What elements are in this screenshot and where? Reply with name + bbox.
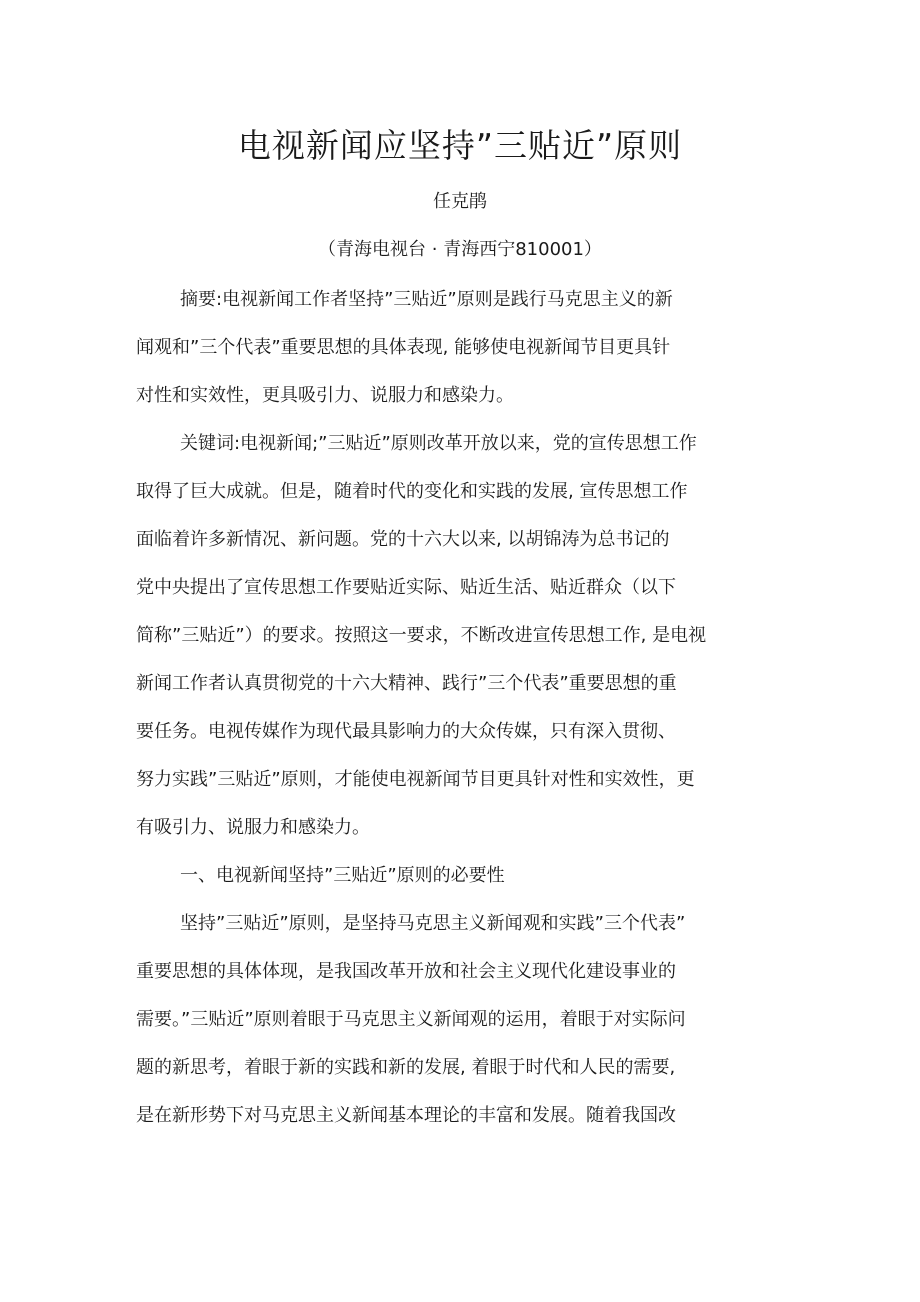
section-line-3: 需要。”三贴近”原则着眼于马克思主义新闻观的运用，着眼于对实际问 [136, 1009, 686, 1030]
body-line-8: 努力实践”三贴近”原则，才能使电视新闻节目更具针对性和实效性，更 [136, 769, 695, 790]
body-line-2: 取得了巨大成就。但是，随着时代的变化和实践的发展, 宣传思想工作 [136, 481, 688, 502]
body-line-4: 党中央提出了宣传思想工作要贴近实际、贴近生活、贴近群众（以下 [136, 577, 676, 598]
author-name: 任克鹃 [433, 191, 487, 212]
section-line-5: 是在新形势下对马克思主义新闻基本理论的丰富和发展。随着我国改 [136, 1105, 676, 1126]
body-line-3: 面临着许多新情况、新问题。党的十六大以来, 以胡锦涛为总书记的 [136, 529, 670, 550]
author-affiliation: （青海电视台 · 青海西宁810001） [318, 239, 602, 260]
abstract-line-2: 闻观和”三个代表”重要思想的具体表现, 能够使电视新闻节目更具针 [136, 337, 671, 358]
section-line-2: 重要思想的具体体现，是我国改革开放和社会主义现代化建设事业的 [136, 961, 676, 982]
keywords-line-1: 关键词:电视新闻;”三贴近”原则改革开放以来，党的宣传思想工作 [180, 433, 697, 454]
section-line-4: 题的新思考，着眼于新的实践和新的发展, 着眼于时代和人民的需要, [136, 1057, 676, 1078]
section-heading: 一、电视新闻坚持”三贴近”原则的必要性 [180, 865, 505, 886]
section-line-1: 坚持”三贴近”原则，是坚持马克思主义新闻观和实践”三个代表” [180, 913, 686, 934]
body-line-5: 简称”三贴近”）的要求。按照这一要求，不断改进宣传思想工作, 是电视 [136, 625, 707, 646]
abstract-line-3: 对性和实效性，更具吸引力、说服力和感染力。 [136, 385, 514, 406]
body-line-9: 有吸引力、说服力和感染力。 [136, 817, 370, 838]
body-line-6: 新闻工作者认真贯彻党的十六大精神、践行”三个代表”重要思想的重 [136, 673, 677, 694]
abstract-line-1: 摘要:电视新闻工作者坚持”三贴近”原则是践行马克思主义的新 [180, 289, 673, 310]
page-title: 电视新闻应坚持”三贴近”原则 [237, 126, 683, 165]
body-line-7: 要任务。电视传媒作为现代最具影响力的大众传媒，只有深入贯彻、 [136, 721, 676, 742]
